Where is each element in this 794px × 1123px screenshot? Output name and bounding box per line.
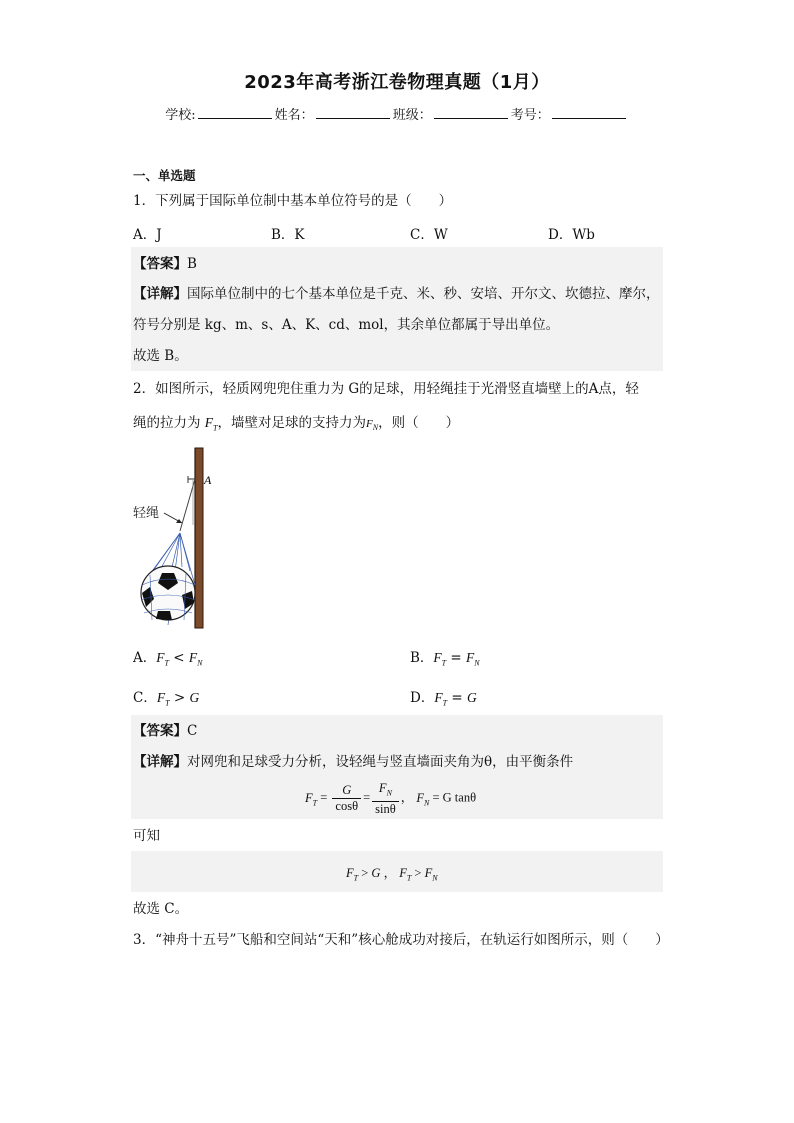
q1-detail-text1: 国际单位制中的七个基本单位是千克、米、秒、安培、开尔文、坎德拉、摩尔， <box>187 286 660 302</box>
q1-option-d: D．Wb <box>548 227 595 243</box>
point-a-label: A <box>204 473 212 487</box>
school-blank <box>198 106 272 119</box>
q2-stem-line1: 2．如图所示，轻质网兜兜住重力为 G的足球，用轻绳挂于光滑竖直墙壁上的A点，轻 <box>133 381 639 397</box>
q1-answer-label: 【答案】 <box>133 256 187 272</box>
q2-stem-part-a: 绳的拉力为 <box>133 415 201 431</box>
q3-stem: 3．“神舟十五号”飞船和空间站“天和”核心舱成功对接后，在轨运行如图所示，则（ ） <box>133 932 669 948</box>
q2-figure <box>130 445 230 630</box>
q2-detail-text: 对网兜和足球受力分析，设轻绳与竖直墙面夹角为θ，由平衡条件 <box>187 754 574 770</box>
q1-stem: 1．下列属于国际单位制中基本单位符号的是（ ） <box>133 193 453 209</box>
q1-answer <box>133 255 197 273</box>
q2-answer <box>133 722 197 740</box>
q2-ft-symbol: $F_T$ <box>204 415 218 433</box>
q2-answer-label: 【答案】 <box>133 723 187 739</box>
q2-formula-2: $F_T > G$ ， $F_T > F_N$ <box>346 866 438 883</box>
q2-formula-1: $F_T$ = $\frac{G}{\cos\theta}$ = $\frac{F_N}{\sin\theta}$ ， $F_N = G$ tanθ <box>305 781 477 816</box>
school-label: 学校: <box>165 108 196 123</box>
name-blank <box>316 106 390 119</box>
q1-answer-box <box>131 247 663 371</box>
q2-detail-label: 【详解】 <box>133 754 187 770</box>
exam-no-label: 考号： <box>510 108 550 123</box>
q2-conclusion: 故选 C。 <box>133 901 189 917</box>
q1-option-a: A．J <box>133 227 162 243</box>
q1-detail-line1 <box>133 285 660 303</box>
section-heading: 一、单选题 <box>133 168 196 183</box>
q2-option-c: C．$F_T > G$ <box>133 690 200 708</box>
rope-label: 轻绳 <box>133 506 160 521</box>
q2-formula-box <box>131 851 663 892</box>
q2-option-b: B．$F_T = F_N$ <box>410 650 480 668</box>
q1-conclusion: 故选 B。 <box>133 348 188 364</box>
q2-stem-line2 <box>133 414 459 438</box>
q2-stem-part-b: ，墙壁对足球的支持力为 <box>217 415 366 431</box>
q2-detail <box>133 753 573 771</box>
q1-answer-value: B <box>187 256 197 272</box>
q2-keji: 可知 <box>133 828 160 844</box>
q2-answer-value: C <box>187 723 198 739</box>
q2-answer-box <box>131 715 663 819</box>
q1-detail-line2: 符号分别是 kg、m、s、A、K、cd、mol，其余单位都属于导出单位。 <box>133 317 560 333</box>
class-blank <box>434 106 508 119</box>
q1-detail-label: 【详解】 <box>133 286 187 302</box>
q2-option-d: D．$F_T = G$ <box>410 690 477 708</box>
wall <box>195 448 203 628</box>
exam-no-blank <box>552 106 626 119</box>
q2-stem-part-c: ，则（ ） <box>378 415 460 431</box>
name-label: 姓名： <box>274 108 314 123</box>
q1-option-c: C．W <box>410 227 448 243</box>
class-label: 班级： <box>392 108 432 123</box>
page-title: 2023年高考浙江卷物理真题（1月） <box>244 72 550 93</box>
q2-fn-symbol: $F_N$ <box>366 418 379 433</box>
q1-option-b: B．K <box>271 227 305 243</box>
student-info-line <box>0 104 794 123</box>
q2-option-a: A．$F_T < F_N$ <box>133 650 203 668</box>
